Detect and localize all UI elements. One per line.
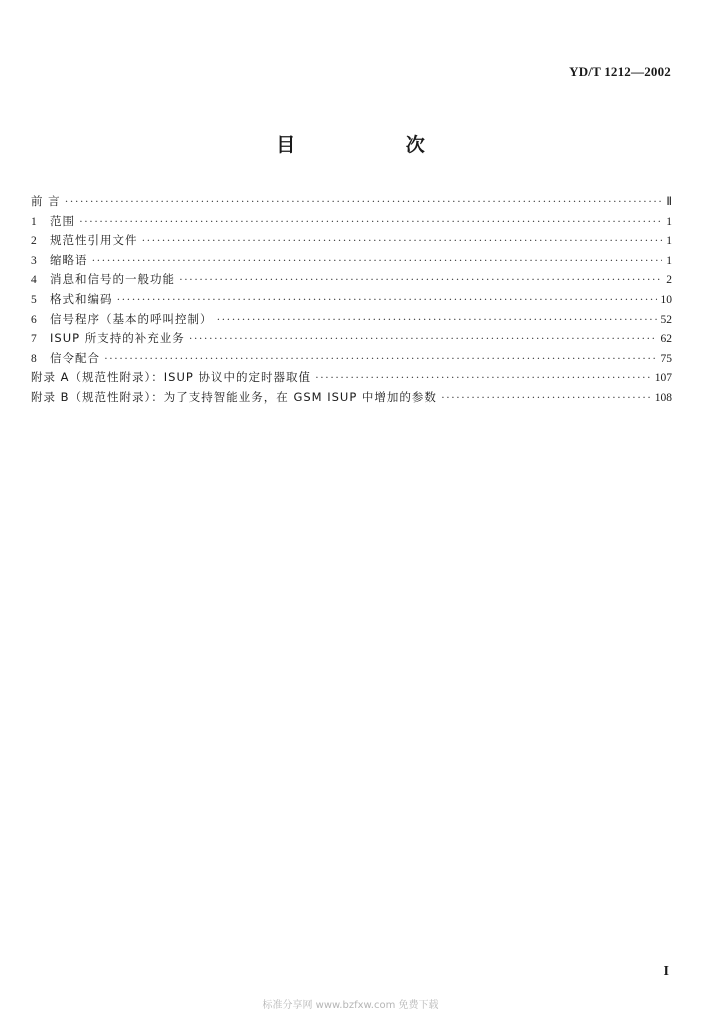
toc-leader-dots <box>79 216 662 228</box>
toc-entry-label: 前 言 <box>31 194 61 208</box>
toc-entry-page: 10 <box>660 293 672 306</box>
toc-leader-dots <box>117 294 657 306</box>
page-number: I <box>663 964 669 979</box>
toc-entry <box>31 291 672 311</box>
toc-entry-label: 附录 A（规范性附录）：ISUP 协议中的定时器取值 <box>31 370 311 385</box>
toc-entry <box>31 213 672 233</box>
toc-leader-dots <box>217 314 657 326</box>
toc-entry <box>31 193 672 213</box>
table-of-contents <box>31 193 672 409</box>
toc-entry-number: 5 <box>31 293 37 306</box>
toc-entry-number: 8 <box>31 352 37 365</box>
toc-entry-label: 范围 <box>50 213 75 228</box>
toc-entry <box>31 252 672 272</box>
toc-entry-label: 缩略语 <box>50 252 88 267</box>
page-title: 目 次 <box>276 134 477 156</box>
toc-entry-number: 1 <box>31 215 37 228</box>
toc-entry-label: 附录 B（规范性附录）：为了支持智能业务，在 GSM ISUP 中增加的参数 <box>31 389 437 404</box>
toc-leader-dots <box>179 274 662 286</box>
toc-entry-page: 62 <box>660 333 672 346</box>
toc-entry-page: 1 <box>666 254 672 267</box>
toc-entry-number: 3 <box>31 254 37 267</box>
toc-entry-label: ISUP 所支持的补充业务 <box>50 331 185 346</box>
toc-leader-dots <box>65 196 663 208</box>
watermark: 标准分享网 www.bzfxw.com 免费下载 <box>262 1000 439 1011</box>
standard-number: YD/T 1212—2002 <box>569 64 671 79</box>
toc-leader-dots <box>104 353 657 365</box>
toc-entry <box>31 330 672 350</box>
toc-entry-number: 7 <box>31 333 37 346</box>
toc-entry-label: 规范性引用文件 <box>50 233 138 248</box>
toc-entry-page: 1 <box>666 235 672 248</box>
toc-entry <box>31 311 672 331</box>
toc-leader-dots <box>92 255 663 267</box>
toc-entry-page: 52 <box>660 313 672 326</box>
toc-entry-page: 1 <box>666 215 672 228</box>
toc-entry <box>31 369 672 389</box>
toc-entry-label: 信号程序（基本的呼叫控制） <box>50 311 213 326</box>
toc-entry-page: Ⅱ <box>666 196 672 208</box>
toc-entry <box>31 232 672 252</box>
toc-entry-page: 75 <box>660 352 672 365</box>
toc-entry-page: 108 <box>654 391 672 404</box>
toc-entry <box>31 271 672 291</box>
toc-entry-label: 格式和编码 <box>50 291 113 306</box>
toc-entry <box>31 389 672 409</box>
toc-entry-page: 107 <box>654 372 672 385</box>
toc-entry-label: 信令配合 <box>50 350 100 365</box>
toc-leader-dots <box>142 235 663 247</box>
toc-entry <box>31 350 672 370</box>
toc-entry-number: 2 <box>31 235 37 248</box>
toc-leader-dots <box>441 392 651 404</box>
toc-leader-dots <box>315 372 651 384</box>
toc-entry-label: 消息和信号的一般功能 <box>50 272 175 287</box>
toc-entry-number: 4 <box>31 274 37 287</box>
toc-leader-dots <box>189 333 657 345</box>
toc-entry-number: 6 <box>31 313 37 326</box>
toc-entry-page: 2 <box>666 274 672 287</box>
